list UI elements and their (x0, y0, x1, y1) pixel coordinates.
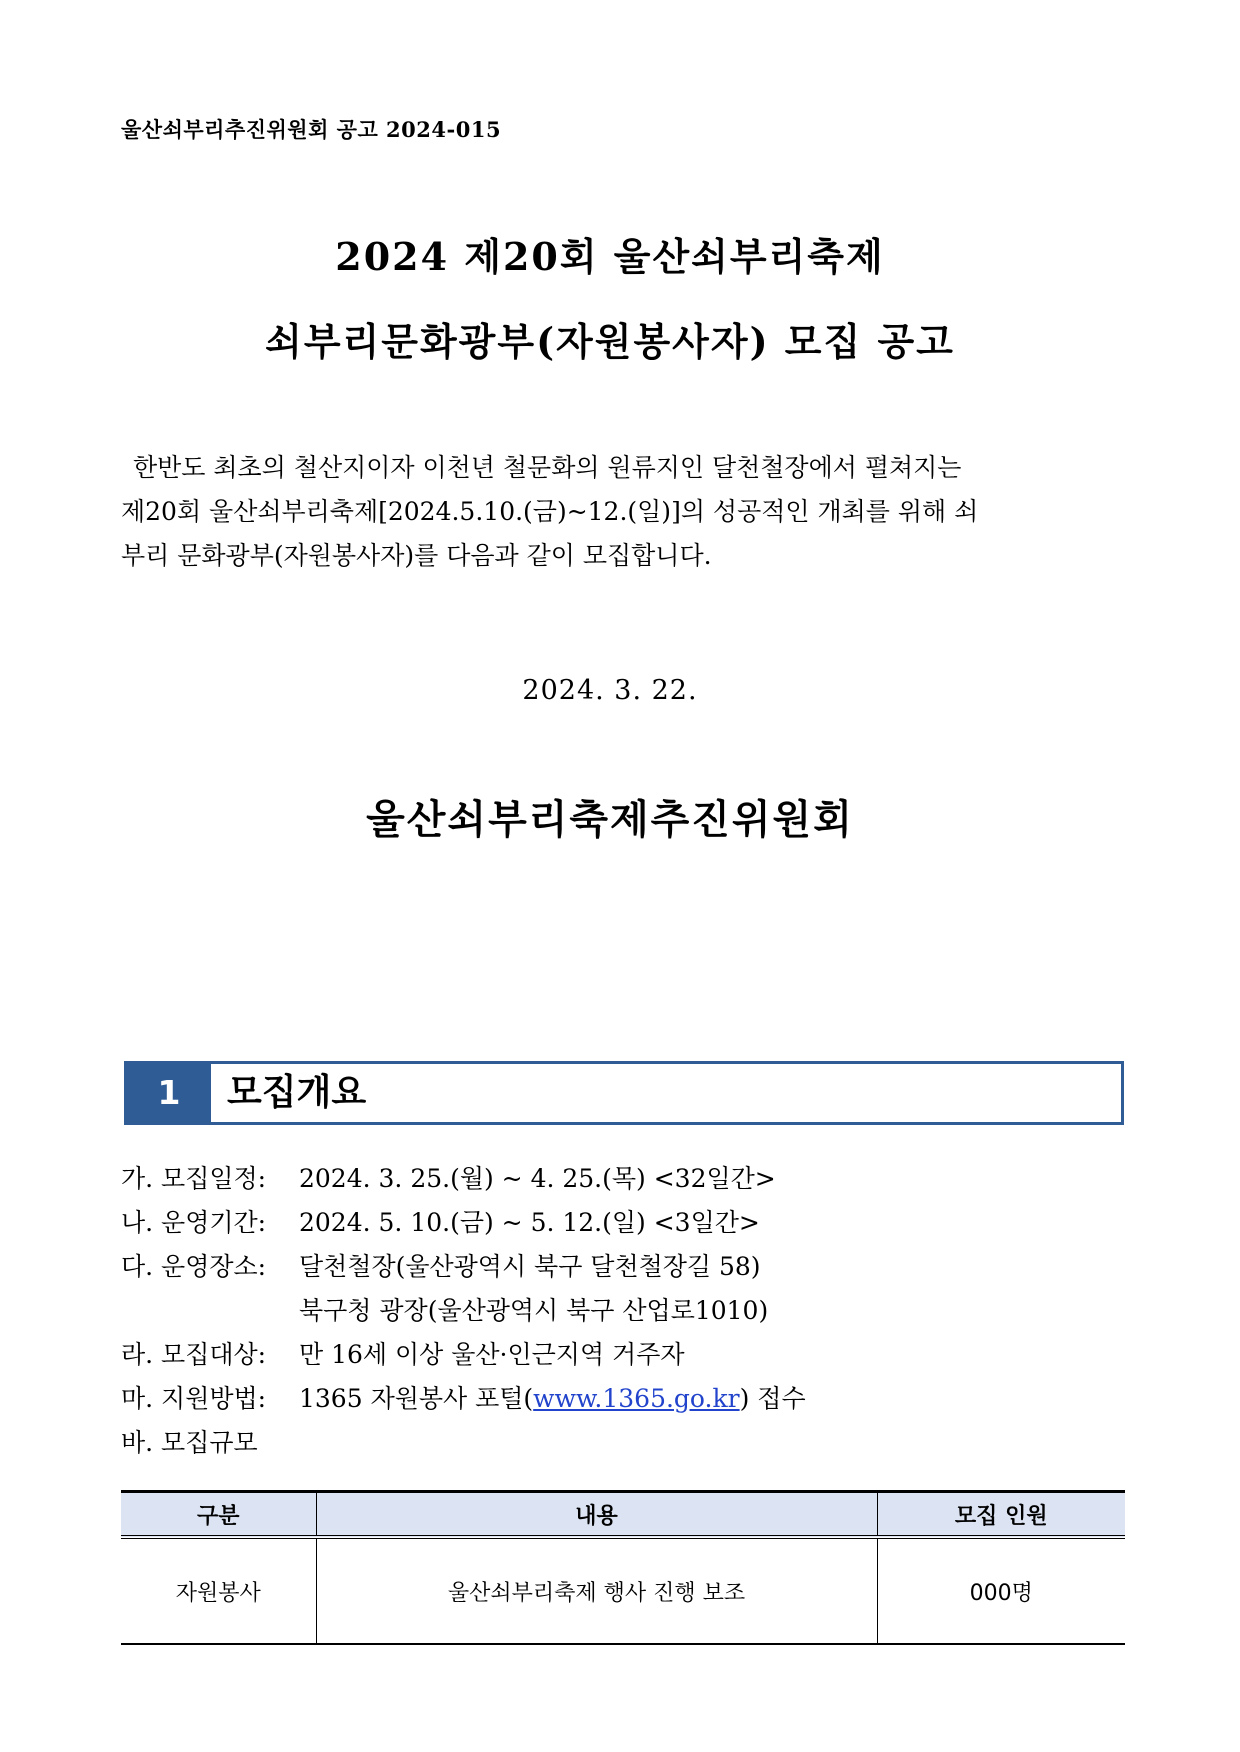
intro-paragraph (121, 446, 1125, 578)
item-label: 라. 모집대상: (121, 1340, 267, 1369)
item-label: 바. 모집규모 (121, 1428, 258, 1457)
cell-headcount: 000명 (877, 1537, 1125, 1644)
column-header-content: 내용 (316, 1492, 877, 1538)
title-line-2: 쇠부리문화광부(자원봉사자) 모집 공고 (265, 319, 955, 364)
item-value-prefix: 1365 자원봉사 포털( (299, 1384, 534, 1413)
portal-link[interactable]: www.1365.go.kr (533, 1384, 740, 1413)
cell-category: 자원봉사 (121, 1537, 316, 1644)
column-header-headcount: 모집 인원 (877, 1492, 1125, 1538)
section-title: 모집개요 (227, 1072, 367, 1113)
recruitment-table (121, 1490, 1125, 1645)
table-header-row (121, 1492, 1125, 1538)
item-label: 마. 지원방법: (121, 1384, 267, 1413)
intro-line-1: 한반도 최초의 철산지이자 이천년 철문화의 원류지인 달천철장에서 펼쳐지는 (133, 453, 962, 482)
item-label: 가. 모집일정: (121, 1164, 267, 1193)
item-value: 2024. 5. 10.(금) ~ 5. 12.(일) <3일간> (299, 1208, 760, 1237)
item-label: 나. 운영기간: (121, 1208, 267, 1237)
item-value-suffix: ) 접수 (739, 1384, 806, 1413)
item-value: 달천철장(울산광역시 북구 달천철장길 58) (299, 1252, 761, 1281)
table-row (121, 1537, 1125, 1644)
intro-line-2: 제20회 울산쇠부리축제[2024.5.10.(금)~12.(일)]의 성공적인 개최를 위해 쇠 (121, 497, 979, 526)
section-number: 1 (127, 1064, 211, 1122)
organization-name: 울산쇠부리축제추진위원회 (366, 796, 854, 843)
item-value: 2024. 3. 25.(월) ~ 4. 25.(목) <32일간> (299, 1164, 776, 1193)
item-value: 북구청 광장(울산광역시 북구 산업로1010) (299, 1296, 769, 1325)
intro-line-3: 부리 문화광부(자원봉사자)를 다음과 같이 모집합니다. (121, 541, 712, 570)
column-header-category: 구분 (121, 1492, 316, 1538)
item-value (299, 1377, 806, 1421)
notice-number: 울산쇠부리추진위원회 공고 2024-015 (121, 117, 502, 142)
item-label: 다. 운영장소: (121, 1252, 267, 1281)
section-header (124, 1061, 1124, 1125)
item-value: 만 16세 이상 울산·인근지역 거주자 (299, 1340, 685, 1369)
title-line-1: 2024 제20회 울산쇠부리축제 (335, 234, 885, 279)
cell-content: 울산쇠부리축제 행사 진행 보조 (316, 1537, 877, 1644)
announcement-date: 2024. 3. 22. (522, 675, 698, 706)
